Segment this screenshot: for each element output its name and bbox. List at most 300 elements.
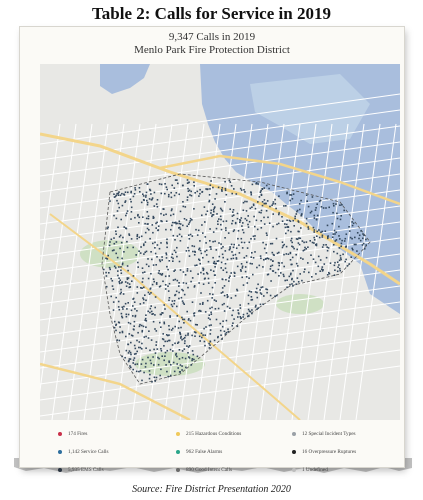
call-dot	[236, 289, 238, 291]
call-dot	[246, 262, 248, 264]
call-dot	[109, 269, 111, 271]
call-dot	[171, 185, 173, 187]
call-dot	[146, 192, 148, 194]
call-dot	[289, 284, 291, 286]
call-dot	[188, 223, 190, 225]
call-dot	[237, 316, 239, 318]
call-dot	[204, 221, 206, 223]
call-dot	[276, 224, 278, 226]
call-dot	[141, 202, 143, 204]
call-dot	[157, 230, 159, 232]
call-dot	[173, 235, 175, 237]
call-dot	[280, 272, 282, 274]
call-dot	[290, 264, 292, 266]
call-dot	[145, 363, 147, 365]
call-dot	[318, 229, 320, 231]
call-dot	[117, 210, 119, 212]
call-dot	[179, 371, 181, 373]
call-dot	[214, 198, 216, 200]
call-dot	[184, 319, 186, 321]
call-dot	[145, 326, 147, 328]
call-dot	[273, 254, 275, 256]
call-dot	[267, 217, 269, 219]
call-dot	[257, 308, 259, 310]
call-dot	[158, 272, 160, 274]
call-dot	[316, 218, 318, 220]
call-dot	[261, 293, 263, 295]
call-dot	[329, 273, 331, 275]
call-dot	[328, 207, 330, 209]
call-dot	[213, 231, 215, 233]
call-dot	[150, 360, 152, 362]
call-dot	[162, 312, 164, 314]
call-dot	[122, 237, 124, 239]
legend-item-special: 12 Special Incident Types	[292, 431, 356, 437]
call-dot	[112, 285, 114, 287]
call-dot	[163, 214, 165, 216]
call-dot	[145, 300, 147, 302]
calls-map[interactable]	[40, 64, 400, 420]
call-dot	[364, 248, 366, 250]
call-dot	[189, 222, 191, 224]
call-dot	[136, 236, 138, 238]
call-dot	[122, 317, 124, 319]
call-dot	[243, 189, 245, 191]
call-dot	[154, 314, 156, 316]
call-dot	[338, 264, 340, 266]
call-dot	[225, 188, 227, 190]
call-dot	[160, 348, 162, 350]
call-dot	[125, 227, 127, 229]
call-dot	[339, 268, 341, 270]
call-dot	[262, 205, 264, 207]
call-dot	[127, 277, 129, 279]
call-dot	[268, 188, 270, 190]
call-dot	[253, 205, 255, 207]
call-dot	[198, 259, 200, 261]
call-dot	[183, 338, 185, 340]
call-dot	[164, 183, 166, 185]
call-dot	[112, 280, 114, 282]
call-dot	[216, 319, 218, 321]
call-dot	[145, 318, 147, 320]
call-dot	[339, 204, 341, 206]
call-dot	[332, 212, 334, 214]
call-dot	[300, 200, 302, 202]
call-dot	[283, 276, 285, 278]
call-dot	[135, 189, 137, 191]
call-dot	[118, 193, 120, 195]
call-dot	[165, 276, 167, 278]
call-dot	[314, 229, 316, 231]
call-dot	[118, 266, 120, 268]
call-dot	[186, 225, 188, 227]
call-dot	[114, 327, 116, 329]
call-dot	[175, 252, 177, 254]
call-dot	[225, 268, 227, 270]
call-dot	[134, 345, 136, 347]
call-dot	[286, 246, 288, 248]
call-dot	[292, 285, 294, 287]
call-dot	[130, 201, 132, 203]
call-dot	[224, 285, 226, 287]
call-dot	[196, 324, 198, 326]
call-dot	[165, 284, 167, 286]
call-dot	[278, 265, 280, 267]
call-dot	[187, 333, 189, 335]
call-dot	[300, 238, 302, 240]
call-dot	[169, 329, 171, 331]
call-dot	[262, 304, 264, 306]
call-dot	[290, 220, 292, 222]
call-dot	[323, 207, 325, 209]
call-dot	[237, 266, 239, 268]
call-dot	[142, 193, 144, 195]
call-dot	[205, 326, 207, 328]
call-dot	[315, 209, 317, 211]
call-dot	[242, 247, 244, 249]
legend-swatch	[176, 450, 180, 454]
call-dot	[349, 230, 351, 232]
call-dot	[148, 292, 150, 294]
call-dot	[172, 300, 174, 302]
call-dot	[166, 239, 168, 241]
call-dot	[278, 212, 280, 214]
call-dot	[325, 230, 327, 232]
call-dot	[196, 264, 198, 266]
call-dot	[336, 213, 338, 215]
call-dot	[109, 200, 111, 202]
call-dot	[251, 206, 253, 208]
call-dot	[157, 244, 159, 246]
park-area	[276, 294, 324, 314]
call-dot	[233, 258, 235, 260]
call-dot	[176, 247, 178, 249]
call-dot	[146, 218, 148, 220]
call-dot	[297, 220, 299, 222]
call-dot	[233, 244, 235, 246]
call-dot	[129, 333, 131, 335]
call-dot	[163, 339, 165, 341]
call-dot	[149, 378, 151, 380]
call-dot	[214, 282, 216, 284]
call-dot	[147, 223, 149, 225]
call-dot	[125, 281, 127, 283]
call-dot	[223, 221, 225, 223]
call-dot	[260, 191, 262, 193]
call-dot	[193, 208, 195, 210]
call-dot	[243, 314, 245, 316]
call-dot	[197, 191, 199, 193]
call-dot	[222, 257, 224, 259]
call-dot	[147, 311, 149, 313]
call-dot	[168, 325, 170, 327]
call-dot	[125, 336, 127, 338]
call-dot	[199, 336, 201, 338]
call-dot	[270, 243, 272, 245]
call-dot	[220, 224, 222, 226]
call-dot	[179, 227, 181, 229]
call-dot	[193, 359, 195, 361]
call-dot	[213, 262, 215, 264]
call-dot	[117, 270, 119, 272]
call-dot	[126, 308, 128, 310]
call-dot	[118, 207, 120, 209]
call-dot	[127, 344, 129, 346]
call-dot	[212, 287, 214, 289]
call-dot	[121, 258, 123, 260]
call-dot	[327, 238, 329, 240]
call-dot	[129, 350, 131, 352]
call-dot	[231, 193, 233, 195]
call-dot	[130, 342, 132, 344]
call-dot	[335, 203, 337, 205]
call-dot	[121, 281, 123, 283]
call-dot	[339, 270, 341, 272]
call-dot	[159, 273, 161, 275]
call-dot	[190, 220, 192, 222]
call-dot	[222, 304, 224, 306]
source-caption: Source: Fire District Presentation 2020	[132, 484, 291, 495]
call-dot	[234, 275, 236, 277]
call-dot	[210, 248, 212, 250]
call-dot	[227, 297, 229, 299]
call-dot	[123, 226, 125, 228]
call-dot	[215, 263, 217, 265]
call-dot	[154, 247, 156, 249]
call-dot	[171, 329, 173, 331]
call-dot	[199, 248, 201, 250]
call-dot	[180, 327, 182, 329]
call-dot	[245, 271, 247, 273]
call-dot	[205, 242, 207, 244]
call-dot	[126, 316, 128, 318]
call-dot	[180, 336, 182, 338]
call-dot	[168, 360, 170, 362]
call-dot	[309, 240, 311, 242]
call-dot	[175, 279, 177, 281]
map-canvas	[40, 64, 400, 420]
call-dot	[344, 240, 346, 242]
call-dot	[298, 281, 300, 283]
call-dot	[222, 291, 224, 293]
call-dot	[255, 306, 257, 308]
call-dot	[250, 263, 252, 265]
call-dot	[191, 335, 193, 337]
call-dot	[199, 189, 201, 191]
call-dot	[131, 310, 133, 312]
legend-swatch	[292, 468, 296, 472]
call-dot	[174, 343, 176, 345]
call-dot	[225, 227, 227, 229]
call-dot	[224, 201, 226, 203]
call-dot	[147, 258, 149, 260]
call-dot	[178, 341, 180, 343]
call-dot	[115, 231, 117, 233]
call-dot	[299, 244, 301, 246]
call-dot	[253, 216, 255, 218]
call-dot	[250, 208, 252, 210]
call-dot	[159, 322, 161, 324]
call-dot	[262, 188, 264, 190]
call-dot	[341, 240, 343, 242]
call-dot	[266, 185, 268, 187]
call-dot	[322, 235, 324, 237]
call-dot	[147, 211, 149, 213]
call-dot	[173, 270, 175, 272]
call-dot	[317, 215, 319, 217]
call-dot	[273, 201, 275, 203]
call-dot	[164, 193, 166, 195]
call-dot	[163, 345, 165, 347]
call-dot	[231, 185, 233, 187]
call-dot	[134, 217, 136, 219]
call-dot	[205, 188, 207, 190]
call-dot	[181, 317, 183, 319]
call-dot	[139, 324, 141, 326]
call-dot	[212, 214, 214, 216]
call-dot	[285, 233, 287, 235]
legend-swatch	[58, 468, 62, 472]
call-dot	[244, 257, 246, 259]
call-dot	[148, 330, 150, 332]
call-dot	[312, 242, 314, 244]
call-dot	[345, 245, 347, 247]
map-card	[20, 27, 404, 473]
call-dot	[232, 322, 234, 324]
call-dot	[286, 279, 288, 281]
call-dot	[233, 318, 235, 320]
call-dot	[256, 220, 258, 222]
call-dot	[278, 269, 280, 271]
call-dot	[306, 241, 308, 243]
call-dot	[163, 322, 165, 324]
call-dot	[214, 241, 216, 243]
call-dot	[146, 264, 148, 266]
call-dot	[252, 274, 254, 276]
call-dot	[261, 194, 263, 196]
call-dot	[199, 340, 201, 342]
call-dot	[185, 274, 187, 276]
call-dot	[214, 261, 216, 263]
call-dot	[198, 195, 200, 197]
call-dot	[185, 367, 187, 369]
call-dot	[163, 360, 165, 362]
call-dot	[117, 227, 119, 229]
call-dot	[135, 353, 137, 355]
call-dot	[178, 327, 180, 329]
call-dot	[135, 348, 137, 350]
call-dot	[194, 254, 196, 256]
call-dot	[210, 180, 212, 182]
call-dot	[205, 236, 207, 238]
call-dot	[188, 356, 190, 358]
call-dot	[297, 231, 299, 233]
call-dot	[293, 248, 295, 250]
call-dot	[263, 259, 265, 261]
call-dot	[294, 218, 296, 220]
call-dot	[192, 245, 194, 247]
legend-item-fires: 174 Fires	[58, 431, 87, 437]
call-dot	[160, 242, 162, 244]
call-dot	[122, 332, 124, 334]
call-dot	[295, 254, 297, 256]
call-dot	[156, 203, 158, 205]
call-dot	[166, 189, 168, 191]
call-dot	[228, 331, 230, 333]
call-dot	[118, 203, 120, 205]
call-dot	[223, 269, 225, 271]
call-dot	[229, 246, 231, 248]
call-dot	[248, 309, 250, 311]
call-dot	[107, 228, 109, 230]
call-dot	[215, 308, 217, 310]
call-dot	[259, 212, 261, 214]
call-dot	[153, 264, 155, 266]
call-dot	[161, 274, 163, 276]
call-dot	[152, 224, 154, 226]
call-dot	[178, 298, 180, 300]
call-dot	[198, 282, 200, 284]
call-dot	[115, 253, 117, 255]
call-dot	[133, 325, 135, 327]
call-dot	[216, 193, 218, 195]
call-dot	[202, 302, 204, 304]
call-dot	[227, 306, 229, 308]
call-dot	[113, 309, 115, 311]
call-dot	[133, 298, 135, 300]
call-dot	[110, 296, 112, 298]
call-dot	[353, 223, 355, 225]
call-dot	[333, 203, 335, 205]
call-dot	[119, 340, 121, 342]
call-dot	[232, 211, 234, 213]
call-dot	[265, 258, 267, 260]
call-dot	[161, 221, 163, 223]
call-dot	[139, 187, 141, 189]
call-dot	[222, 326, 224, 328]
call-dot	[256, 182, 258, 184]
call-dot	[145, 347, 147, 349]
call-dot	[354, 244, 356, 246]
call-dot	[327, 250, 329, 252]
call-dot	[170, 375, 172, 377]
call-dot	[116, 339, 118, 341]
call-dot	[144, 294, 146, 296]
call-dot	[126, 350, 128, 352]
call-dot	[199, 193, 201, 195]
call-dot	[199, 303, 201, 305]
call-dot	[213, 209, 215, 211]
call-dot	[192, 251, 194, 253]
call-dot	[334, 269, 336, 271]
call-dot	[166, 254, 168, 256]
call-dot	[156, 330, 158, 332]
call-dot	[340, 219, 342, 221]
call-dot	[313, 237, 315, 239]
call-dot	[177, 235, 179, 237]
call-dot	[241, 238, 243, 240]
call-dot	[337, 218, 339, 220]
call-dot	[179, 332, 181, 334]
call-dot	[303, 242, 305, 244]
call-dot	[135, 315, 137, 317]
call-dot	[250, 192, 252, 194]
call-dot	[299, 273, 301, 275]
call-dot	[296, 263, 298, 265]
call-dot	[290, 240, 292, 242]
call-dot	[355, 244, 357, 246]
